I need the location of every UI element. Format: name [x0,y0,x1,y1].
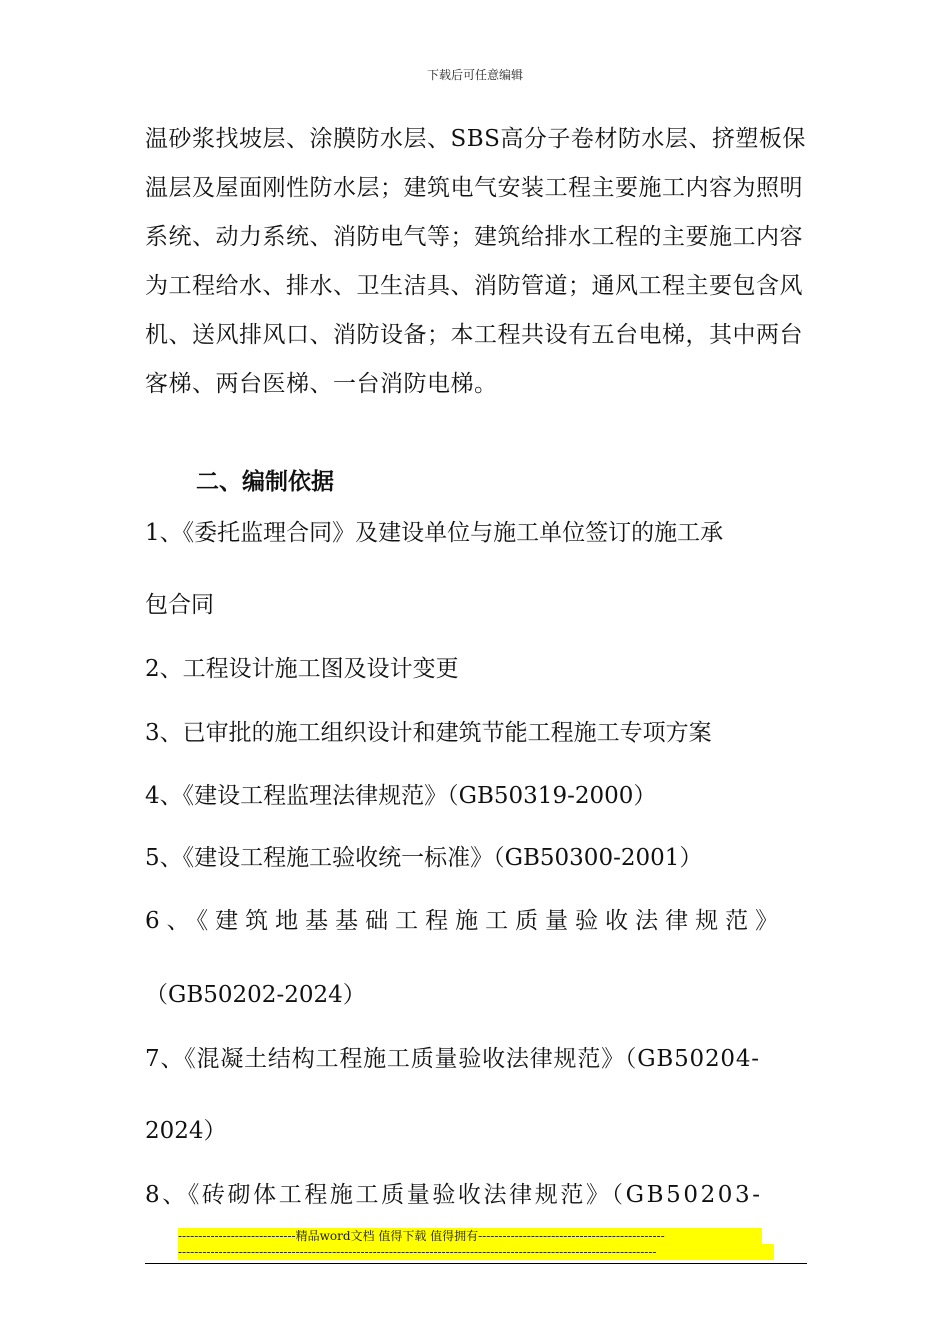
list-item-7-line1: 7、《混凝土结构工程施工质量验收法律规范》（GB50204- [145,1046,760,1072]
list-item-2: 2、工程设计施工图及设计变更 [145,656,459,682]
list-item-1-line2: 包合同 [145,592,214,618]
footer-banner-line1: -----------------------------精品word文档 值得下载 值得拥有---------------------------------------------- [178,1228,762,1244]
list-item-1-line1: 1、《委托监理合同》及建设单位与施工单位签订的施工承 [145,520,724,546]
footer-banner-line2: ---------------------------------------------------------------------------------------------------------------------- [178,1244,774,1260]
footer-rule [145,1263,807,1264]
header-note: 下载后可任意编辑 [426,68,523,82]
list-item-5: 5、《建设工程施工验收统一标准》（GB50300-2001） [145,845,703,871]
list-item-4: 4、《建设工程监理法律规范》（GB50319-2000） [145,783,657,809]
list-item-3: 3、已审批的施工组织设计和建筑节能工程施工专项方案 [145,720,712,746]
section-heading: 二、编制依据 [196,469,334,495]
list-item-7-line2: 2024） [145,1118,227,1144]
list-item-6-line2: （GB50202-2024） [145,982,366,1008]
list-item-8: 8、《砖砌体工程施工质量验收法律规范》（GB50203- [145,1182,763,1208]
list-item-6-line1: 6、《建筑地基基础工程施工质量验收法律规范》 [145,908,786,934]
intro-paragraph: 温砂浆找坡层、涂膜防水层、SBS高分子卷材防水层、挤塑板保温层及屋面刚性防水层；建筑电气安装工程主要施工内容为照明系统、动力系统、消防电气等；建筑给排水工程的主要施工内容为工程给水、排水、卫生洁具、消防管道；通风工程主要包含风机、送风排风口、消防设备；本工程共设有五台电梯，其中两台客梯、两台医梯、一台消防电梯。 [145,126,806,397]
